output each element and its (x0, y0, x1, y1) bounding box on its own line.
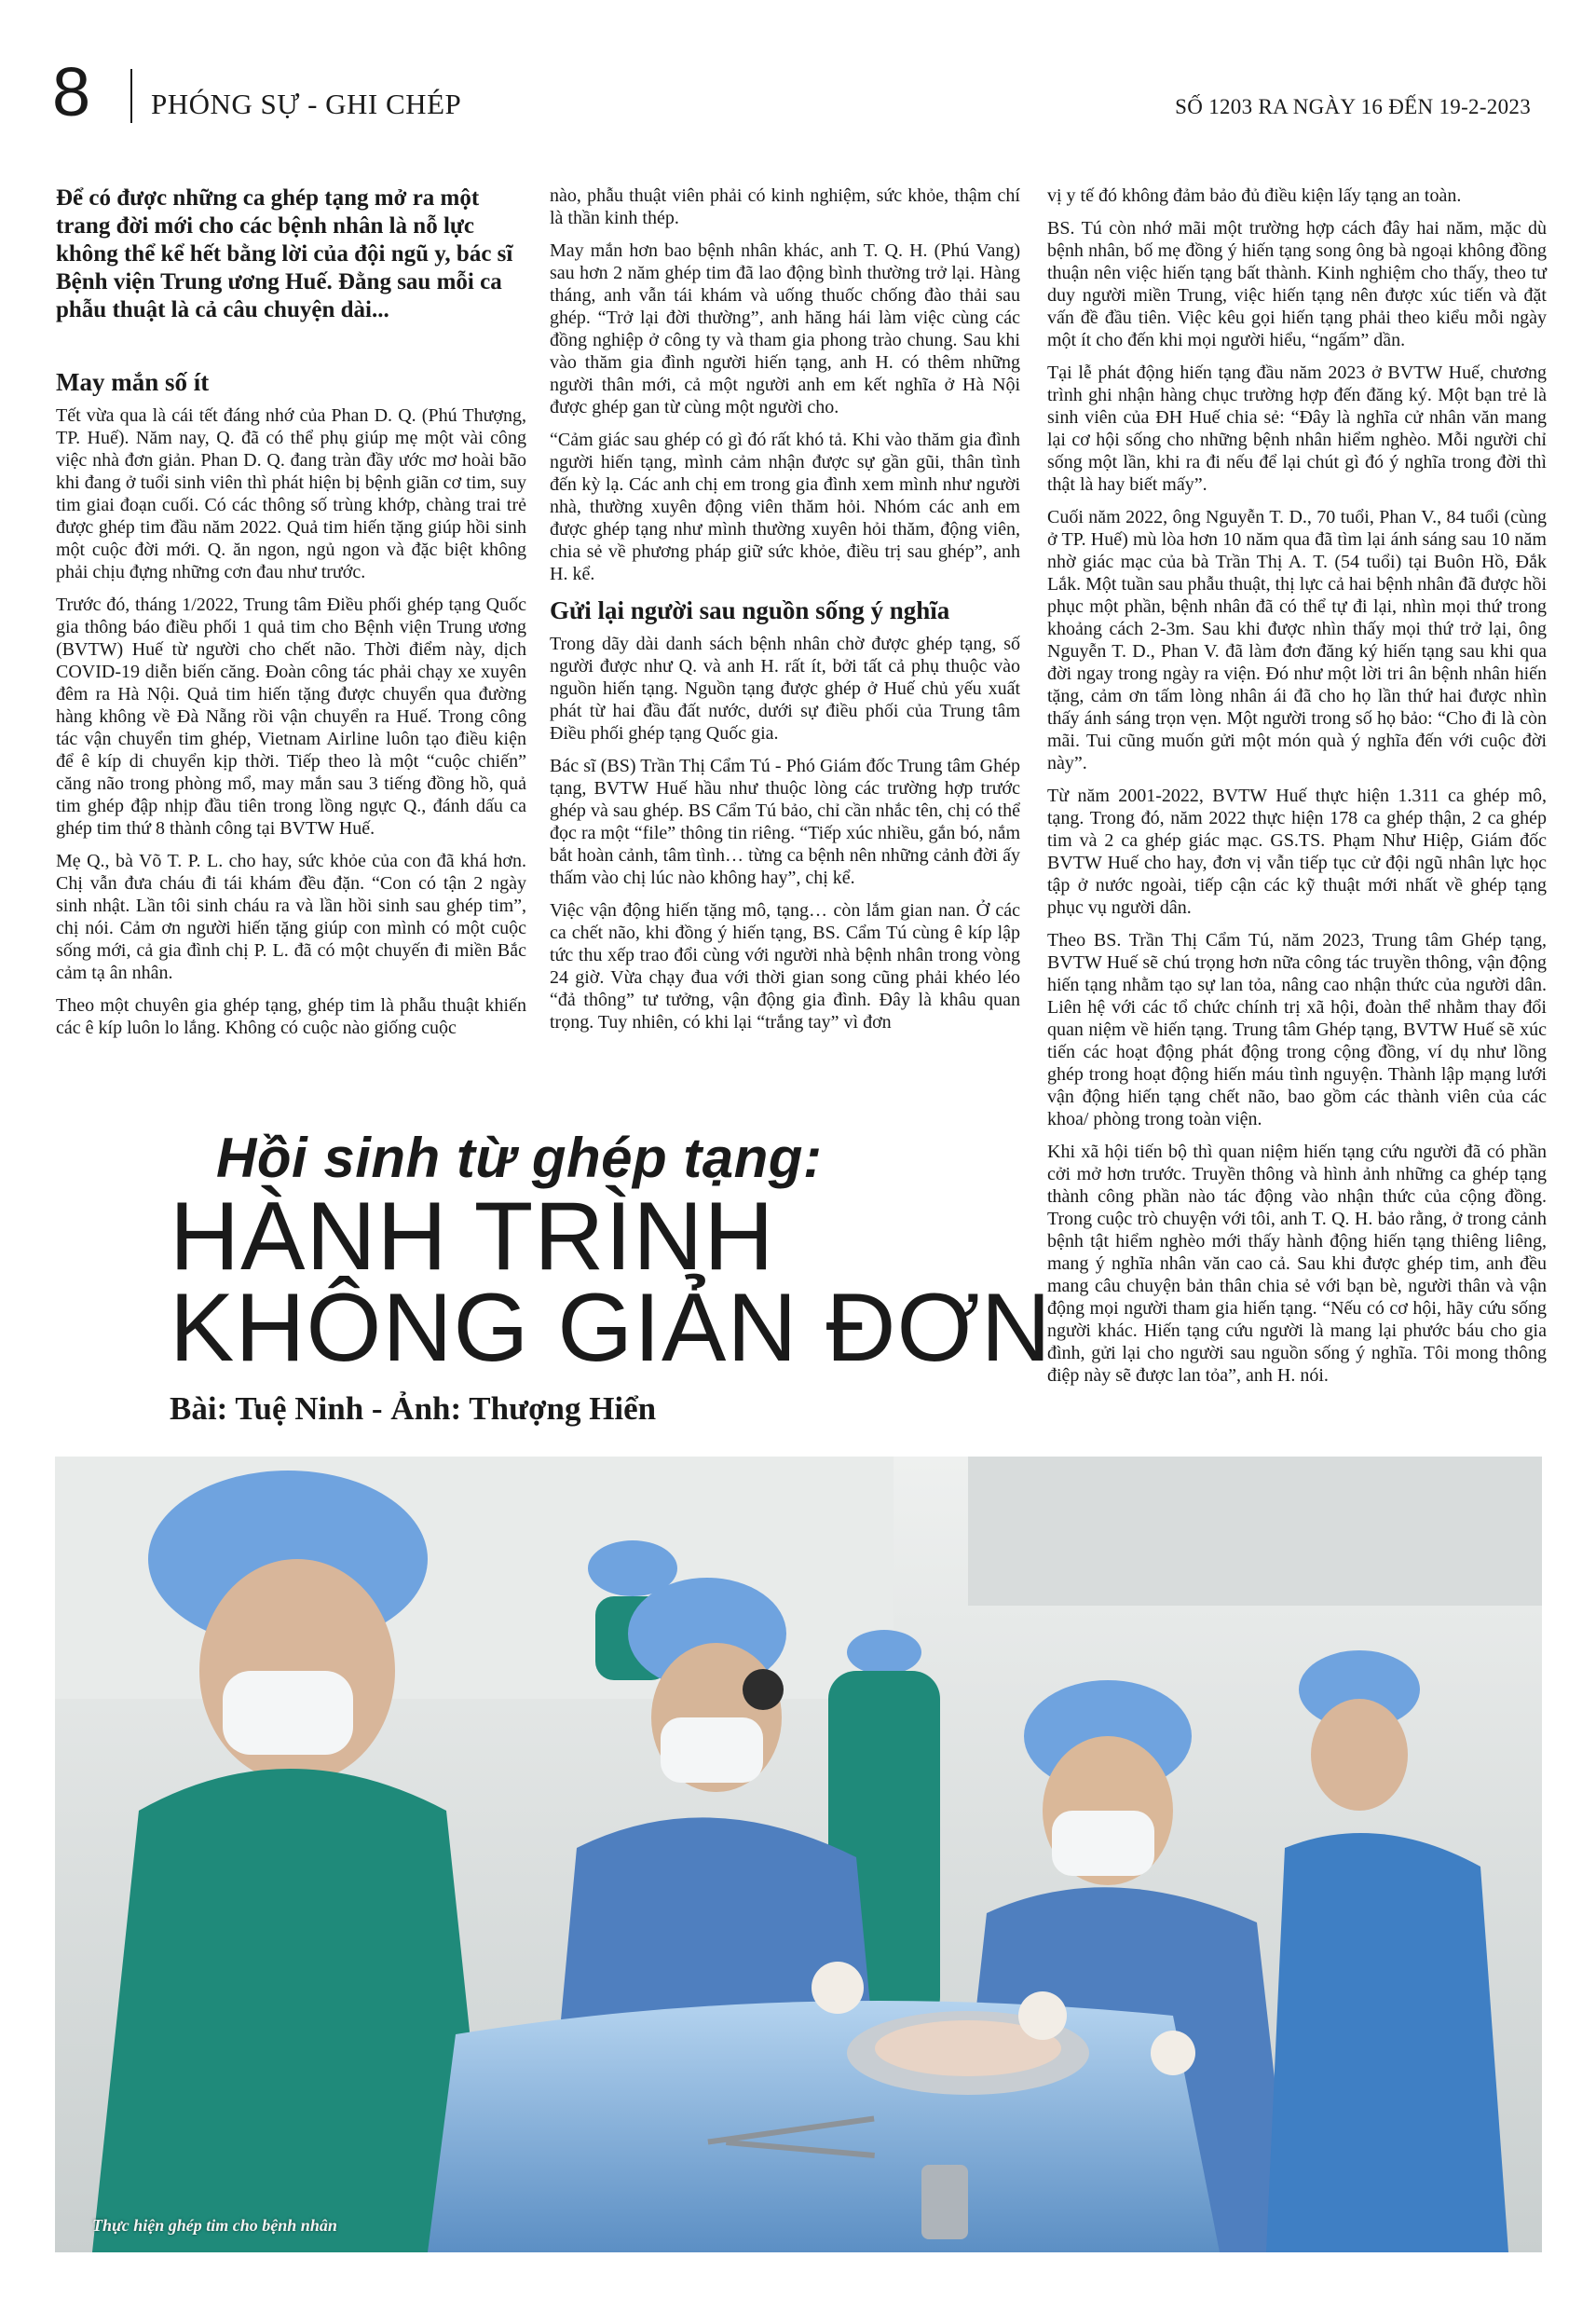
section-title: PHÓNG SỰ - GHI CHÉP (151, 88, 462, 120)
paragraph: vị y tế đó không đảm bảo đủ điều kiện lấy tạng an toàn. (1047, 185, 1462, 206)
article-column-3 (1047, 185, 1547, 1397)
paragraph: Cuối năm 2022, ông Nguyễn T. D., 70 tuổi, Phan V., 84 tuổi (cùng ở TP. Huế) mù lòa hơn 10 năm qua đã tìm lại ánh sáng sau 10 năm nhờ giác mạc của bà Trần Thị A. T. (54 tuổi) tại Buôn Hồ, Đắk Lắk. Một tuần sau phẫu thuật, thị lực cả hai bệnh nhân đã được hồi phục một phần, bệnh nhân đã có thể tự đi lại, nhìn mọi thứ trong khoảng cách 2-3m. Sau khi được nhìn thấy mọi thứ trở lại, ông Nguyễn T. D., Phan V. đã làm đơn đăng ký hiến tạng sau khi qua đời ngay trong ngày ra viện. Đó như một lời tri ân bệnh nhân hiến tặng, cảm ơn tấm lòng nhân ái đã cho họ lần thứ hai được nhìn thấy ánh sáng trọn vẹn. Một người trong số họ bảo: “Cho đi là còn mãi. Tui cũng muốn gửi một món quà ý nghĩa đến với cuộc đời này”. (1047, 507, 1547, 773)
paragraph: BS. Tú còn nhớ mãi một trường hợp cách đây hai năm, mặc dù bệnh nhân, bố mẹ đồng ý hiến tạng song ông bà ngoại không đồng thuận nên việc hiến tạng bất thành. Kinh nghiệm cho thấy, theo tư duy người miền Trung, việc hiến tạng nên được xúc tiến và đặt vấn đề đầu tiên. Việc kêu gọi hiến tạng phải theo kiểu mỗi ngày một ít cho đến khi mọi người hiểu, “ngấm” dần. (1047, 218, 1547, 350)
photo-caption: Thực hiện ghép tim cho bệnh nhân (92, 2216, 337, 2235)
paragraph: May mắn hơn bao bệnh nhân khác, anh T. Q. H. (Phú Vang) sau hơn 2 năm ghép tim đã lao động bình thường trở lại. Hàng tháng, anh vẫn tái khám và uống thuốc chống đào thải sau ghép. “Trở lại đời thường”, anh hăng hái làm việc cùng các đồng nghiệp ở công ty và tham gia phong trào chung. Sau khi vào thăm gia đình người hiến tạng, anh H. có thêm những người thân mới, cả một người anh em kết nghĩa ở Hà Nội được ghép gan từ cùng một người cho. (550, 240, 1020, 417)
headline-line-2: KHÔNG GIẢN ĐƠN (170, 1274, 1052, 1382)
surgery-photo (55, 1457, 1542, 2252)
headline-line-1: HÀNH TRÌNH (170, 1183, 775, 1291)
paragraph: Theo một chuyên gia ghép tạng, ghép tim là phẫu thuật khiến các ê kíp luôn lo lắng. Không có cuộc nào giống cuộc (56, 995, 526, 1038)
subheading-may-man: May mắn số ít (56, 368, 210, 396)
header-divider (130, 69, 132, 123)
paragraph: nào, phẫu thuật viên phải có kinh nghiệm, sức khỏe, thậm chí là thần kinh thép. (550, 185, 1020, 228)
paragraph: Mẹ Q., bà Võ T. P. L. cho hay, sức khỏe của con đã khá hơn. Chị vẫn đưa cháu đi tái khám đều đặn. “Con có tận 2 ngày sinh nhật. Lần tôi sinh cháu ra và lần hồi sinh sau ghép tim”, chị nói. Cảm ơn người hiến tặng giúp con mình có một cuộc sống mới, cả gia đình chị P. L. đã có một chuyến đi miền Bắc cảm tạ ân nhân. (56, 851, 526, 983)
paragraph: Từ năm 2001-2022, BVTW Huế thực hiện 1.311 ca ghép mô, tạng. Trong đó, năm 2022 thực hiện 178 ca ghép thận, 2 ca ghép tim và 2 ca ghép giác mạc. GS.TS. Phạm Như Hiệp, Giám đốc BVTW Huế cho hay, đơn vị vẫn tiếp tục cử đội ngũ nhân lực học tập ở nước ngoài, tiếp cận các kỹ thuật mới nhất về ghép tạng phục vụ người dân. (1047, 786, 1547, 918)
paragraph: Tại lễ phát động hiến tạng đầu năm 2023 ở BVTW Huế, chương trình ghi nhận hàng chục trường hợp đến đăng ký. Một bạn trẻ là sinh viên của ĐH Huế chia sẻ: “Đây là nghĩa cử nhân văn mang lại cơ hội sống cho những bệnh nhân hiểm nghèo. Mỗi người chỉ sống một lần, khi ra đi nếu để lại chút gì đó ý nghĩa trong đời thì thật là hay biết mấy”. (1047, 363, 1547, 495)
paragraph: Trong dãy dài danh sách bệnh nhân chờ được ghép tạng, số người được như Q. và anh H. rất ít, bởi tất cả phụ thuộc vào nguồn hiến tạng. Nguồn tạng được ghép ở Huế chủ yếu xuất phát từ hai đầu đất nước, dưới sự điều phối của Trung tâm Điều phối ghép tạng Quốc gia. (550, 634, 1020, 744)
byline: Bài: Tuệ Ninh - Ảnh: Thượng Hiển (170, 1390, 657, 1427)
subheading-gui-lai: Gửi lại người sau nguồn sống ý nghĩa (550, 596, 950, 624)
paragraph: Việc vận động hiến tặng mô, tạng… còn lắm gian nan. Ở các ca chết não, khi đồng ý hiến tạng, BS. Cẩm Tú cùng ê kíp lập tức thu xếp trao đổi cùng với người nhà bệnh nhân trong vòng 24 giờ. Vừa chạy đua với thời gian song cũng phải khéo léo “đả thông” tư tưởng, vận động gia đình. Đây là khâu quan trọng. Tuy nhiên, có khi lại “trắng tay” vì đơn (550, 900, 1020, 1033)
paragraph: “Cảm giác sau ghép có gì đó rất khó tả. Khi vào thăm gia đình người hiến tạng, mình cảm nhận được sự gần gũi, thân tình đến kỳ lạ. Các anh chị em trong gia đình xem mình như người nhà, thường xuyên động viên thăm hỏi. Nhóm các anh em được ghép tạng như mình thường xuyên hỏi thăm, động viên, chia sẻ về phương pháp giữ sức khỏe, điều trị sau ghép”, anh H. kể. (550, 430, 1020, 584)
paragraph: Tết vừa qua là cái tết đáng nhớ của Phan D. Q. (Phú Thượng, TP. Huế). Năm nay, Q. đã có thể phụ giúp mẹ một vài công việc nhà đơn giản. Phan D. Q. đang tràn đầy ước mơ hoài bão khi đang ở tuổi sinh viên thì phát hiện bị bệnh giãn cơ tim, suy tim giai đoạn cuối. Có các thông số trùng khớp, chàng trai trẻ được ghép tim đầu năm 2022. Quả tim hiến tặng giúp hồi sinh một cuộc đời mới. Q. ăn ngon, ngủ ngon và đặc biệt không phải chịu đựng những cơn đau như trước. (56, 405, 526, 582)
paragraph: Khi xã hội tiến bộ thì quan niệm hiến tạng cứu người đã có phần cởi mở hơn trước. Truyền thông và hình ảnh những ca ghép tạng thành công phần nào tác động vào nhận thức của cộng đồng. Trong cuộc trò chuyện với tôi, anh T. Q. H. bảo rằng, ở trong cảnh bệnh tật hiểm nghèo mới thấy hành động hiến tạng thiêng liêng, mang ý nghĩa nhân văn cao cả. Sau khi được ghép tim, anh đều mang câu chuyện bản thân chia sẻ với bạn bè, người thân và vận động mọi người tham gia hiến tạng. “Nếu có cơ hội, hãy cứu sống người khác. Hiến tạng cứu người là mang lại phước báu cho gia đình, gửi lại cho người sau nguồn sống ý nghĩa. Tôi mong thông điệp này sẽ được lan tỏa”, anh H. nói. (1047, 1142, 1547, 1386)
article-column-2 (550, 185, 1020, 1044)
paragraph: Bác sĩ (BS) Trần Thị Cẩm Tú - Phó Giám đốc Trung tâm Ghép tạng, BVTW Huế hầu như thuộc lòng các trường hợp trước ghép và sau ghép. BS Cẩm Tú bảo, chỉ cần nhắc tên, chị có thể đọc ra một “file” thông tin riêng. “Tiếp xúc nhiều, gắn bó, nắm bắt hoàn cảnh, tâm tình… từng ca bệnh nên những cảnh đời ấy thấm vào chị lúc nào không hay”, chị kể. (550, 756, 1020, 888)
article-column-1 (56, 185, 526, 1049)
issue-info: SỐ 1203 RA NGÀY 16 ĐẾN 19-2-2023 (1175, 95, 1531, 118)
article-lede: Để có được những ca ghép tạng mở ra một trang đời mới cho các bệnh nhân là nỗ lực không thể kể hết bằng lời của đội ngũ y, bác sĩ Bệnh viện Trung ương Huế. Đằng sau mỗi ca phẫu thuật là cả câu chuyện dài... (56, 185, 513, 322)
page-number: 8 (52, 53, 91, 130)
surgery-scene-illustration (55, 1457, 1542, 2252)
paragraph: Trước đó, tháng 1/2022, Trung tâm Điều phối ghép tạng Quốc gia thông báo điều phối 1 quả tim cho Bệnh viện Trung ương (BVTW) Huế từ người cho chết não. Thời điểm này, dịch COVID-19 diễn biến căng. Đoàn công tác phải chạy xe xuyên đêm ra Hà Nội. Quả tim hiến tặng được chuyển qua đường hàng không về Đà Nẵng rồi vận chuyển ra Huế. Trong công tác vận chuyển tim ghép, Vietnam Airline luôn tạo điều kiện để ê kíp di chuyển kịp thời. Tiếp theo là một “cuộc chiến” căng não trong phòng mổ, may mắn sau 3 tiếng đồng hồ, quả tim ghép đập nhịp đầu tiên trong lồng ngực Q., đánh dấu ca ghép tim thứ 8 thành công tại BVTW Huế. (56, 595, 526, 839)
paragraph: Theo BS. Trần Thị Cẩm Tú, năm 2023, Trung tâm Ghép tạng, BVTW Huế sẽ chú trọng hơn nữa công tác truyền thông, vận động hiến tạng nhằm tạo sự lan tỏa, nâng cao nhận thức của người dân. Liên hệ với các tổ chức chính trị xã hội, đoàn thể nhằm thay đổi quan niệm về hiến tạng. Trung tâm Ghép tạng, BVTW Huế sẽ xúc tiến các hoạt động phát động trong cộng đồng, ví dụ như lồng ghép trong hoạt động hiến máu tình nguyện. Thành lập mạng lưới vận động hiến tạng chết não, bao gồm các thành viên của các khoa/ phòng trong toàn viện. (1047, 930, 1547, 1129)
headline-kicker: Hồi sinh từ ghép tạng: (216, 1127, 823, 1189)
